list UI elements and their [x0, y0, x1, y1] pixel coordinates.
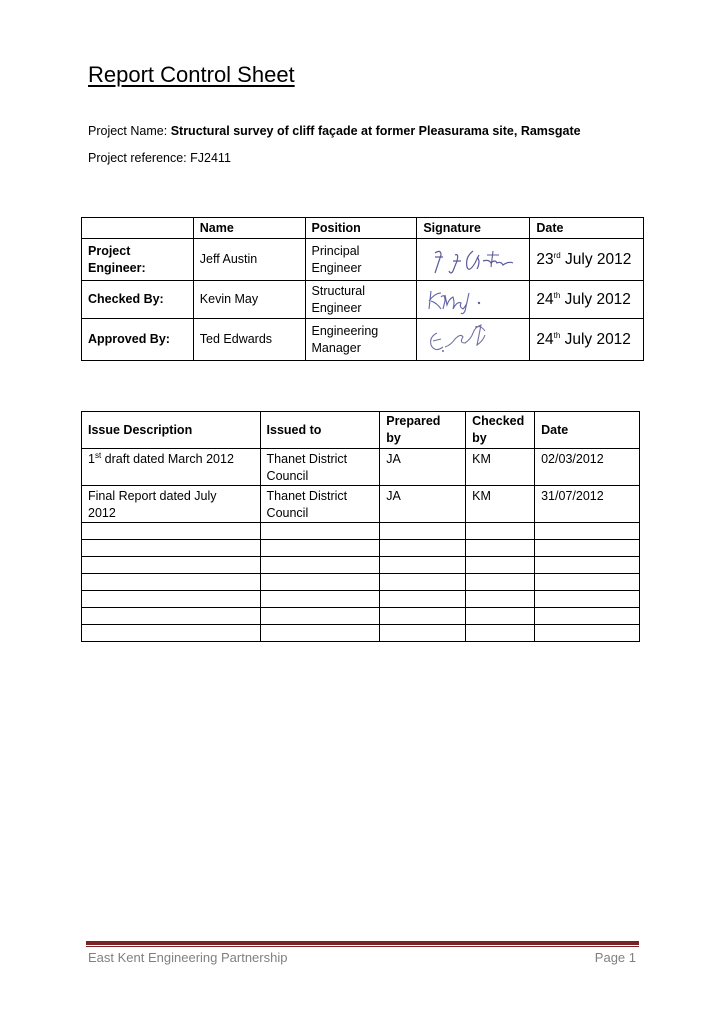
issue-table — [81, 411, 640, 642]
footer-organization: East Kent Engineering Partnership — [88, 950, 288, 965]
project-name-line — [88, 124, 581, 138]
empty-cell — [260, 574, 380, 591]
empty-cell — [82, 625, 261, 642]
signature-cell — [417, 319, 530, 361]
empty-cell — [535, 574, 640, 591]
issue-description-cell: Final Report dated July 2012 — [82, 486, 261, 523]
issue-description-cell: 1st draft dated March 2012 — [82, 449, 261, 486]
header-date: Date — [535, 412, 640, 449]
empty-issue-row — [82, 625, 640, 642]
signature-kevin-may — [423, 285, 523, 315]
date-cell: 24th July 2012 — [530, 319, 644, 361]
empty-issue-row — [82, 608, 640, 625]
empty-issue-row — [82, 540, 640, 557]
issue-date-cell: 02/03/2012 — [535, 449, 640, 486]
project-reference: Project reference: FJ2411 — [88, 151, 231, 165]
empty-cell — [380, 557, 466, 574]
empty-cell — [535, 540, 640, 557]
header-name: Name — [193, 218, 305, 239]
approval-row — [82, 239, 644, 281]
empty-cell — [380, 574, 466, 591]
empty-cell — [380, 540, 466, 557]
empty-cell — [260, 557, 380, 574]
empty-cell — [82, 540, 261, 557]
footer-rule-thin — [86, 946, 639, 947]
empty-issue-row — [82, 523, 640, 540]
empty-cell — [535, 625, 640, 642]
signature-ted-edwards — [423, 321, 523, 359]
empty-cell — [82, 608, 261, 625]
empty-cell — [466, 591, 535, 608]
position-cell: Structural Engineer — [305, 281, 417, 319]
empty-cell — [380, 523, 466, 540]
date-cell: 24th July 2012 — [530, 281, 644, 319]
empty-cell — [380, 625, 466, 642]
empty-cell — [535, 591, 640, 608]
empty-cell — [466, 523, 535, 540]
header-checked-by: Checked by — [466, 412, 535, 449]
empty-cell — [466, 608, 535, 625]
name-cell: Ted Edwards — [193, 319, 305, 361]
empty-cell — [535, 523, 640, 540]
empty-cell — [260, 625, 380, 642]
role-cell: Project Engineer: — [82, 239, 194, 281]
empty-cell — [466, 625, 535, 642]
approval-row — [82, 319, 644, 361]
signature-cell — [417, 281, 530, 319]
header-prepared-by: Prepared by — [380, 412, 466, 449]
issue-row — [82, 449, 640, 486]
empty-issue-row — [82, 574, 640, 591]
signature-jeff-austin — [423, 243, 523, 277]
header-issued-to: Issued to — [260, 412, 380, 449]
header-issue-description: Issue Description — [82, 412, 261, 449]
issued-to-cell: Thanet District Council — [260, 486, 380, 523]
project-name-value: Structural survey of cliff façade at former Pleasurama site, Ramsgate — [170, 124, 581, 138]
checked-by-cell: KM — [466, 449, 535, 486]
empty-cell — [466, 557, 535, 574]
approval-row — [82, 281, 644, 319]
empty-cell — [82, 557, 261, 574]
footer-rule — [86, 941, 639, 945]
empty-cell — [380, 591, 466, 608]
role-cell: Checked By: — [82, 281, 194, 319]
empty-cell — [466, 540, 535, 557]
role-cell: Approved By: — [82, 319, 194, 361]
checked-by-cell: KM — [466, 486, 535, 523]
empty-issue-row — [82, 591, 640, 608]
date-cell: 23rd July 2012 — [530, 239, 644, 281]
position-cell: Principal Engineer — [305, 239, 417, 281]
empty-cell — [260, 523, 380, 540]
signature-cell — [417, 239, 530, 281]
empty-cell — [260, 591, 380, 608]
empty-cell — [260, 540, 380, 557]
empty-cell — [466, 574, 535, 591]
empty-cell — [260, 608, 380, 625]
issue-date-cell: 31/07/2012 — [535, 486, 640, 523]
issue-header-row — [82, 412, 640, 449]
empty-cell — [82, 591, 261, 608]
issued-to-cell: Thanet District Council — [260, 449, 380, 486]
name-cell: Jeff Austin — [193, 239, 305, 281]
empty-issue-row — [82, 557, 640, 574]
header-date: Date — [530, 218, 644, 239]
name-cell: Kevin May — [193, 281, 305, 319]
empty-cell — [380, 608, 466, 625]
issue-row — [82, 486, 640, 523]
empty-cell — [82, 523, 261, 540]
empty-cell — [535, 608, 640, 625]
empty-cell — [82, 574, 261, 591]
approval-table — [81, 217, 644, 361]
header-blank — [82, 218, 194, 239]
empty-cell — [535, 557, 640, 574]
empty-rows — [82, 523, 640, 642]
approval-header-row — [82, 218, 644, 239]
header-signature: Signature — [417, 218, 530, 239]
prepared-by-cell: JA — [380, 449, 466, 486]
prepared-by-cell: JA — [380, 486, 466, 523]
header-position: Position — [305, 218, 417, 239]
position-cell: Engineering Manager — [305, 319, 417, 361]
project-name-label: Project Name: — [88, 124, 168, 138]
page-number: Page 1 — [594, 950, 636, 965]
page-title: Report Control Sheet — [88, 62, 295, 87]
